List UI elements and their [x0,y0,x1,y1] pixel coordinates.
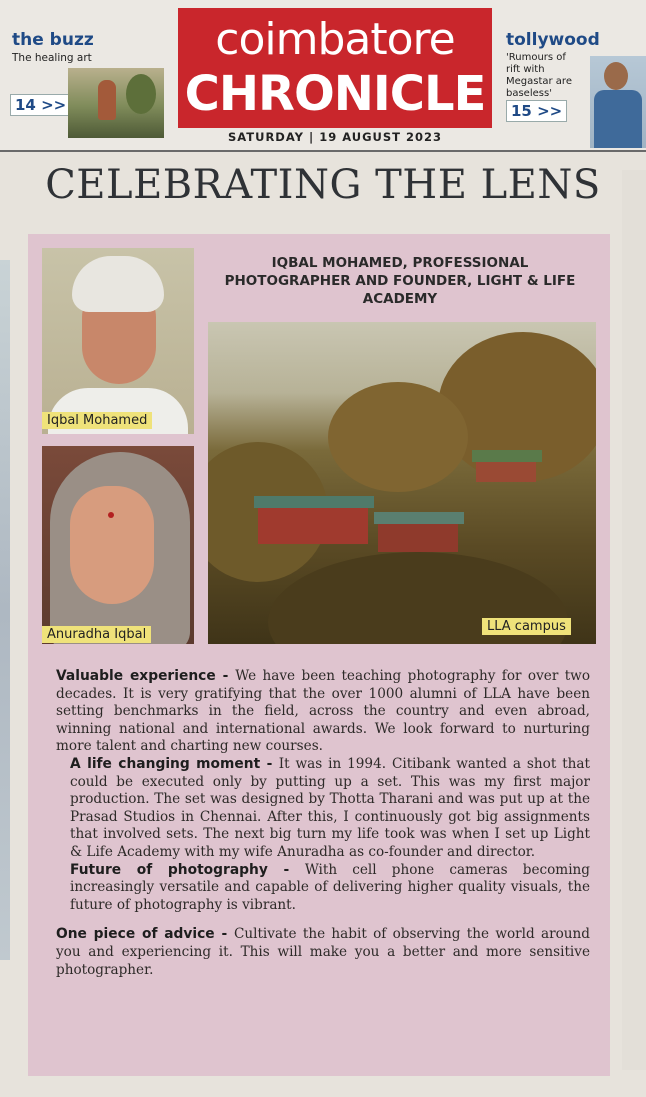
roof-shape [472,450,542,462]
bindi-shape [108,512,114,518]
building-shape [476,460,536,482]
buzz-teaser-photo [68,68,164,138]
section-valuable-experience [56,668,590,756]
section-life-changing-moment [56,756,590,862]
buzz-teaser[interactable] [12,30,172,64]
building-shape [378,522,458,552]
iqbal-caption: Iqbal Mohamed [42,412,152,429]
tollywood-teaser-subtitle: 'Rumours of rift with Megastar are baseless' [506,52,572,99]
buzz-teaser-subtitle: The healing art [12,52,92,64]
building-shape [258,508,368,544]
hair-shape [72,256,164,312]
tollywood-page-number[interactable]: 15 >> [506,100,567,122]
section-text: With cell phone cameras becoming increasingly versatile and capable of delivering higher quality visuals, the future of photography is vibrant. [70,861,590,913]
article-headline: CELEBRATING THE LENS [45,162,601,208]
section-lead: Future of photography - [70,861,305,878]
iqbal-portrait-photo [42,248,194,434]
section-text: We have been teaching photography for over two decades. It is very gratifying that the over 1000 alumni of LLA have been setting benchmarks in the field, across the country and even abroad, winning national and international awards. We look forward to nurturing more talent and charting new courses. [56,668,591,755]
section-text: Cultivate the habit of observing the world around you and experiencing it. This will make you a better and more sensitive photographer. [56,926,590,978]
buzz-page-number[interactable]: 14 >> [10,94,71,116]
tollywood-teaser-photo [590,56,646,148]
tree-shape [328,382,468,492]
section-lead: One piece of advice - [56,926,234,943]
logo-line-2: CHRONICLE [184,66,486,122]
tree-shape [126,74,156,114]
article-subhead: IQBAL MOHAMED, PROFESSIONAL PHOTOGRAPHER AND FOUNDER, LIGHT & LIFE ACADEMY [224,255,576,307]
person-body-shape [594,90,642,148]
section-future-of-photography [56,862,590,915]
person-head-shape [604,62,628,90]
roof-shape [254,496,374,508]
chronicle-logo [178,8,492,128]
campus-caption: LLA campus [482,618,571,635]
figure-shape [98,80,116,120]
face-shape [70,486,154,604]
anuradha-portrait-photo [42,446,194,644]
anuradha-caption: Anuradha Iqbal [42,626,151,643]
tollywood-teaser-title: tollywood [506,30,600,50]
masthead [0,0,646,150]
adjacent-column-strip-right [622,170,646,1070]
masthead-rule [0,150,646,152]
article-body [56,668,590,979]
section-lead: A life changing moment - [70,755,279,772]
buzz-teaser-title: the buzz [12,30,94,50]
section-lead: Valuable experience - [56,668,236,684]
campus-photo [208,322,596,644]
section-text: It was in 1994. Citibank wanted a shot that could be executed only by putting up a set. This was my first major production. The set was designed by Thotta Tharani and was put up at the Prasad Studios in Chennai. After this, I continuously got big assignments that involved sets. The next big turn my life took was when I set up Light & Life Academy with my wife Anuradha as co-founder and director. [70,755,590,860]
section-one-piece-of-advice [56,926,590,979]
issue-date: SATURDAY | 19 AUGUST 2023 [227,130,442,144]
roof-shape [374,512,464,524]
logo-line-1: coimbatore [215,14,455,65]
adjacent-column-strip [0,260,10,960]
